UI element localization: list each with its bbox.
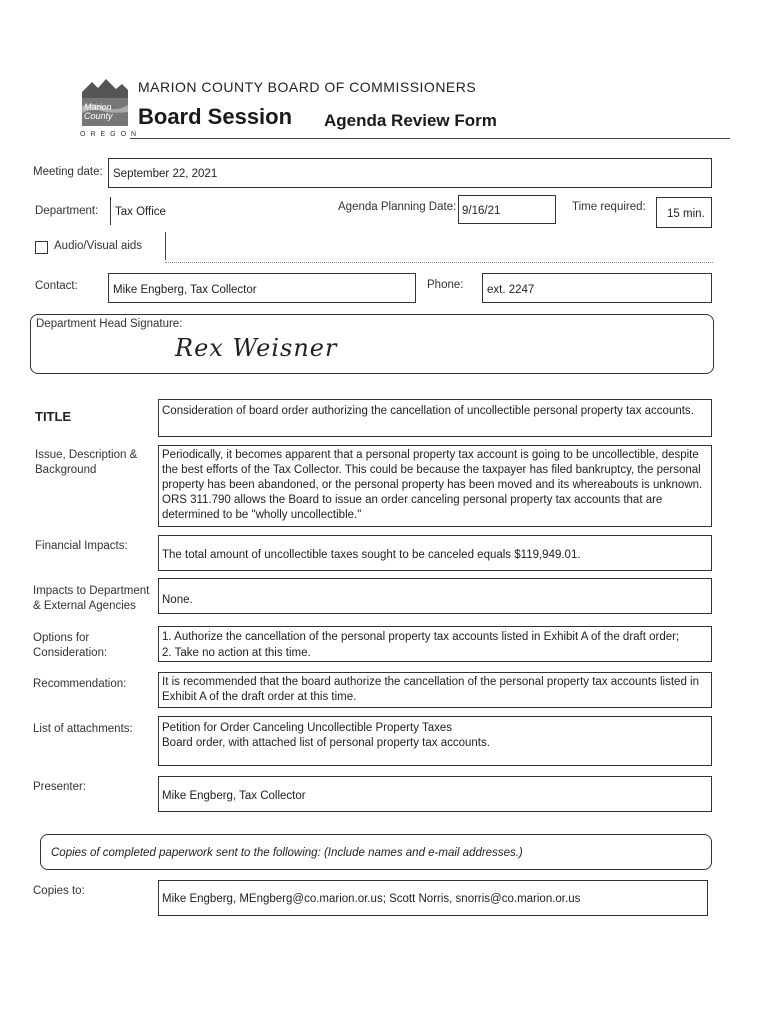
attachments-label: List of attachments: (33, 723, 133, 735)
planning-date-label: Agenda Planning Date: (338, 201, 457, 213)
signature-value: Rex Weisner (175, 334, 338, 362)
form-subtitle: Agenda Review Form (324, 111, 497, 130)
copies-to-label: Copies to: (33, 885, 85, 897)
presenter-value: Mike Engberg, Tax Collector (162, 790, 306, 802)
issue-value: Periodically, it becomes apparent that a personal property tax account is going to be uncollectible, despite the best efforts of the Tax Collector. This could be because the taxpayer has filed bankruptcy, the personal property has been abandoned, or the personal property has been moved and its whereabouts is unknown. ORS 311.790 allows the Board to issue an order canceling personal property tax accounts that are determined to be "wholly uncollectible." (162, 449, 703, 521)
department-label: Department: (35, 205, 99, 217)
recommendation-value: It is recommended that the board authorize the cancellation of the personal property tax accounts listed in Exhibit A of the draft order at this time. (162, 676, 699, 703)
av-aids-underline (165, 262, 713, 264)
meeting-date-label: Meeting date: (33, 166, 103, 178)
meeting-date-field[interactable] (108, 158, 712, 188)
financial-label: Financial Impacts: (35, 540, 128, 552)
title-value: Consideration of board order authorizing the cancellation of uncollectible personal property tax accounts. (162, 405, 694, 417)
planning-date-value: 9/16/21 (462, 205, 501, 217)
department-field[interactable] (110, 197, 332, 225)
financial-value: The total amount of uncollectible taxes sought to be canceled equals $119,949.01. (162, 549, 581, 561)
time-required-field[interactable] (656, 197, 712, 228)
av-aids-label: Audio/Visual aids (54, 240, 143, 252)
options-label-line1: Options for (33, 632, 90, 644)
attachments-field[interactable] (158, 716, 712, 766)
issue-label-line1: Issue, Description & (35, 449, 138, 461)
contact-field[interactable] (108, 273, 416, 303)
department-value: Tax Office (115, 206, 166, 218)
phone-field[interactable] (482, 273, 712, 303)
options-field[interactable] (158, 626, 712, 662)
options-item-1: 1. Authorize the cancellation of the personal property tax accounts listed in Exhibit A of the draft order; (162, 631, 680, 643)
impacts-field[interactable] (158, 578, 712, 614)
logo-text: Marion County (84, 102, 113, 121)
copies-to-field[interactable] (158, 880, 708, 916)
organization-name: MARION COUNTY BOARD OF COMMISSIONERS (138, 79, 477, 95)
presenter-field[interactable] (158, 776, 712, 812)
title-field[interactable] (158, 399, 712, 437)
copies-note: Copies of completed paperwork sent to the following: (Include names and e-mail addresses.) (51, 847, 523, 859)
recommendation-field[interactable] (158, 672, 712, 708)
form-title: Board Session (138, 104, 293, 129)
impacts-label-line2: & External Agencies (33, 600, 136, 612)
time-required-label: Time required: (572, 201, 646, 213)
copies-to-value: Mike Engberg, MEngberg@co.marion.or.us; Scott Norris, snorris@co.marion.or.us (162, 893, 581, 905)
planning-date-field[interactable] (458, 195, 556, 224)
issue-label-line2: Background (35, 464, 97, 476)
presenter-label: Presenter: (33, 781, 87, 793)
av-aids-divider (165, 232, 166, 260)
attachment-item-1: Petition for Order Canceling Uncollectible Property Taxes (162, 722, 452, 734)
attachment-item-2: Board order, with attached list of personal property tax accounts. (162, 737, 490, 749)
financial-field[interactable] (158, 535, 712, 571)
title-label: TITLE (35, 409, 72, 424)
recommendation-label: Recommendation: (33, 678, 127, 690)
time-required-value: 15 min. (667, 208, 705, 220)
contact-value: Mike Engberg, Tax Collector (113, 284, 257, 296)
signature-label: Department Head Signature: (36, 318, 183, 330)
header-divider (130, 138, 730, 139)
logo-state: OREGON (80, 131, 142, 138)
copies-note-box (40, 834, 712, 870)
contact-label: Contact: (35, 280, 78, 292)
phone-label: Phone: (427, 279, 464, 291)
av-aids-checkbox[interactable] (35, 241, 48, 254)
phone-value: ext. 2247 (487, 284, 535, 296)
options-label-line2: Consideration: (33, 647, 108, 659)
issue-field[interactable] (158, 445, 712, 527)
impacts-value: None. (162, 594, 193, 606)
signature-box[interactable] (30, 314, 714, 374)
impacts-label-line1: Impacts to Department (33, 585, 150, 597)
options-item-2: 2. Take no action at this time. (162, 647, 311, 659)
meeting-date-value: September 22, 2021 (113, 168, 218, 180)
